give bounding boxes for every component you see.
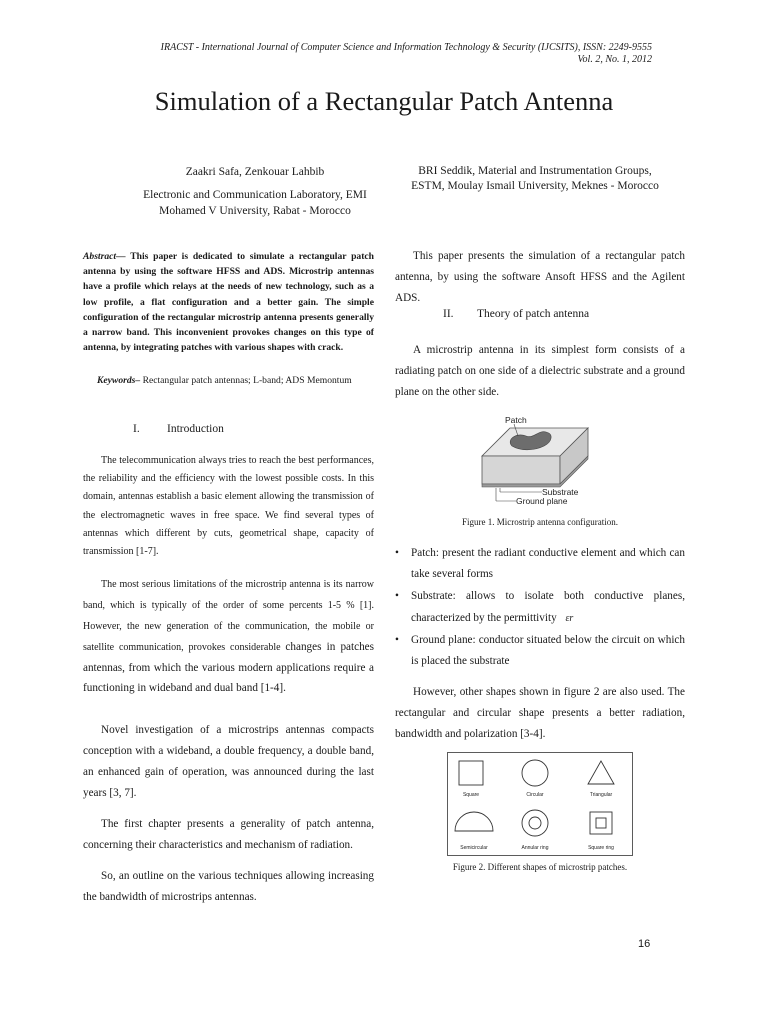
definition-list xyxy=(395,543,685,672)
figure-2-caption: Figure 2. Different shapes of microstrip patches. xyxy=(452,862,628,872)
intro-paragraph-5: So, an outline on the various techniques allowing increasing the bandwidth of microstrips antennas. xyxy=(83,870,374,903)
section-title: Theory of patch antenna xyxy=(477,308,590,320)
list-item-text: Substrate: allows to isolate both conductive planes, characterized by the permittivity xyxy=(411,590,685,624)
label-circular: Circular xyxy=(526,792,544,798)
intro-paragraph-2-part-b: changes in patches antennas, from which the various modern applications require a functioning in wideband and dual band [1-4]. xyxy=(83,641,375,694)
abstract xyxy=(83,249,374,355)
right-paragraph-3: However, other shapes shown in figure 2 are also used. The rectangular and circular shape presents a better radiation, bandwidth and polarization [3-4]. xyxy=(395,686,685,740)
abstract-text: This paper is dedicated to simulate a rectangular patch antenna by using the software HFSS and ADS. Microstrip antennas have a profile which relays at the needs of new technology, such as a low profile, a flat configuration and a better gain. The simple configuration of the rectangular microstrip antenna presents generally a narrow band. This inconvenient provokes changes on this type of antenna, by integrating patches with various shapes with crack. xyxy=(83,251,374,354)
label-square: Square xyxy=(462,792,480,798)
list-item-text: Ground plane: conductor situated below the circuit on which is placed the substrate xyxy=(411,634,685,667)
permittivity-symbol: εr xyxy=(565,613,574,624)
intro-paragraph-4: The first chapter presents a generality of patch antenna, concerning their characteristics and mechanism of radiation. xyxy=(83,818,374,851)
journal-header xyxy=(161,42,652,66)
section-heading-2 xyxy=(443,308,589,320)
list-item-patch xyxy=(395,543,685,585)
list-item-substrate xyxy=(395,585,685,630)
author-affiliation-right: BRI Seddik, Material and Instrumentation Groups, ESTM, Moulay Ismail University, Meknes - Morocco xyxy=(411,165,659,192)
figure-2-patch-shapes xyxy=(447,752,633,856)
page-number: 16 xyxy=(638,938,651,950)
label-triangular: Triangular xyxy=(589,792,613,798)
paper-title: Simulation of a Rectangular Patch Antenna xyxy=(154,86,614,116)
label-annular-ring: Annular ring xyxy=(521,845,549,851)
keywords-lead: Keywords– xyxy=(97,375,141,386)
substrate-front xyxy=(482,456,560,484)
section-title: Introduction xyxy=(167,423,224,435)
label-ground-plane: Ground plane xyxy=(516,496,568,506)
figure-1-antenna-diagram xyxy=(470,408,600,512)
label-patch: Patch xyxy=(505,415,527,425)
label-square-ring: Square ring xyxy=(588,845,614,851)
journal-name: IRACST - International Journal of Computer Science and Information Technology & Security (IJCSITS), ISSN: 2249-9555 xyxy=(160,42,652,53)
figure-1-caption: Figure 1. Microstrip antenna configuration. xyxy=(462,517,618,527)
journal-volume: Vol. 2, No. 1, 2012 xyxy=(577,54,652,65)
list-item-text: Patch: present the radiant conductive element and which can take several forms xyxy=(411,547,685,580)
right-paragraph-2: A microstrip antenna in its simplest form consists of a radiating patch on one side of a dielectric substrate and a ground plane on the other side. xyxy=(395,344,685,398)
label-substrate: Substrate xyxy=(542,487,579,497)
author-affiliation-left: Electronic and Communication Laboratory, EMI Mohamed V University, Rabat - Morocco xyxy=(143,189,367,217)
author-block-left xyxy=(130,166,380,219)
intro-paragraph-2 xyxy=(83,574,374,698)
intro-paragraph-2-part-a: The most serious limitations of the microstrip antenna is its narrow band, which is typically of the order of some percents 1-5 % [1]. However, the new generation of the communication, the mobile or satellite communication, provokes considerable xyxy=(83,579,374,653)
right-paragraph-1: This paper presents the simulation of a rectangular patch antenna, by using the software Ansoft HFSS and the Agilent ADS. xyxy=(395,250,685,304)
keywords xyxy=(83,372,374,390)
intro-paragraph-3: Novel investigation of a microstrips antennas compacts conception with a wideband, a double frequency, a double band, an enhanced gain of operation, was announced during the last years [3, 7]. xyxy=(83,724,374,799)
section-number: II. xyxy=(443,308,454,320)
label-semicircular: Semicircular xyxy=(460,845,488,851)
list-item-ground-plane xyxy=(395,630,685,672)
intro-paragraph-1: The telecommunication always tries to reach the best performances, the reliability and the efficiency with the lowest possible costs. In this domain, antennas establish a basic element allowing the transmission of the electromagnetic waves in free space. We find several types of antennas which different by cuts, geometrical shape, capacity of transmission [1-7]. xyxy=(83,455,374,558)
section-heading-1 xyxy=(133,423,224,435)
keywords-text: Rectangular patch antennas; L-band; ADS Memontum xyxy=(140,375,352,386)
abstract-lead: Abstract— xyxy=(83,251,126,262)
section-number: I. xyxy=(133,423,140,435)
author-names: Zaakri Safa, Zenkouar Lahbib xyxy=(185,166,325,178)
